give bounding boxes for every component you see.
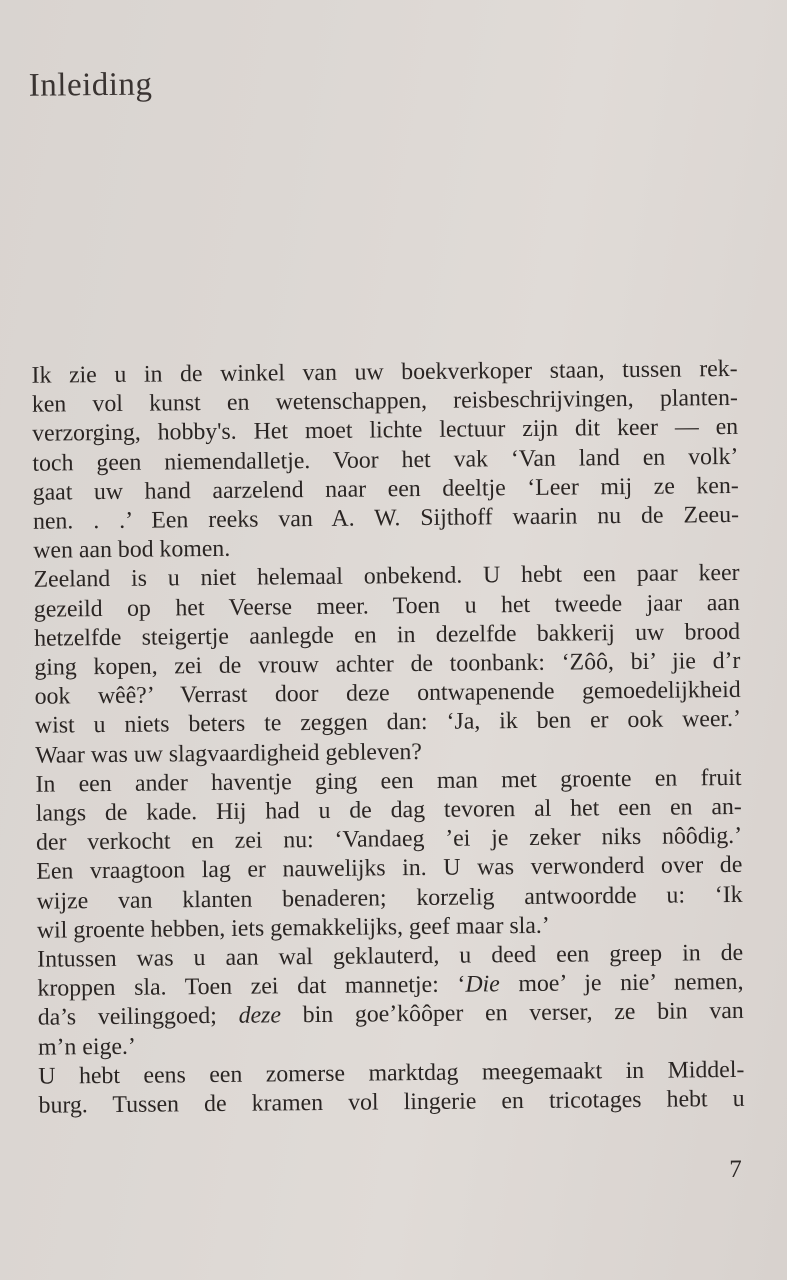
body-text bbox=[31, 355, 744, 1121]
italic-word: deze bbox=[238, 1002, 282, 1030]
text-line: ging kopen, zei de vrouw achter de toonbank: ‘Zôô, bi’ jie d’r bbox=[34, 647, 741, 681]
text-segment: da’s veilinggoed; bbox=[37, 1003, 239, 1032]
text-line: Ik zie u in de winkel van uw boekverkoper staan, tussen rek- bbox=[31, 355, 738, 389]
text-line: der verkocht en zei nu: ‘Vandaeg ’ei je zeker niks nôôdig.’ bbox=[35, 823, 743, 856]
text-line: Intussen was u aan wal geklauterd, u deed een greep in de bbox=[37, 939, 744, 973]
text-line: gezeild op het Veerse meer. Toen u het tweede jaar aan bbox=[33, 589, 740, 623]
text-line: wijze van klanten benaderen; korzelig antwoordde u: ‘Ik bbox=[36, 881, 743, 915]
text-line: U hebt eens een zomerse marktdag meegemaakt in Middel- bbox=[38, 1056, 745, 1090]
text-line: toch geen niemendalletje. Voor het vak ‘Van land en volk’ bbox=[32, 443, 739, 477]
text-line: Een vraagtoon lag er nauwelijks in. U was verwonderd over de bbox=[36, 852, 743, 886]
italic-word: Die bbox=[465, 971, 500, 998]
text-line: wist u niets beters te zeggen dan: ‘Ja, ik ben er ook weer.’ bbox=[34, 706, 742, 740]
page-number: 7 bbox=[729, 1155, 742, 1184]
text-line: ook wêê?’ Verrast door deze ontwapenende gemoedelijkheid bbox=[34, 677, 741, 710]
text-line: gaat uw hand aarzelend naar een deeltje ‘Leer mij ze ken- bbox=[32, 472, 739, 506]
text-line: In een ander haventje ging een man met groente en fruit bbox=[35, 764, 742, 798]
text-line: hetzelfde steigertje aanlegde en in dezelfde bakkerij uw brood bbox=[34, 618, 741, 652]
text-line: langs de kade. Hij had u de dag tevoren al het een en an- bbox=[35, 793, 742, 827]
chapter-title: Inleiding bbox=[28, 66, 153, 104]
text-line: ken vol kunst en wetenschappen, reisbeschrijvingen, planten- bbox=[31, 385, 738, 418]
text-line: Zeeland is u niet helemaal onbekend. U hebt een paar keer bbox=[33, 560, 740, 594]
text-line: Waar was uw slagvaardigheid gebleven? bbox=[35, 738, 422, 769]
text-line: nen. . .’ Een reeks van A. W. Sijthoff waarin nu de Zeeu- bbox=[32, 501, 740, 535]
text-line: wil groente hebben, iets gemakkelijks, geef maar sla.’ bbox=[36, 912, 550, 944]
text-line: m’n eige.’ bbox=[37, 1033, 136, 1061]
text-line: verzorging, hobby's. Het moet lichte lectuur zijn dit keer — en bbox=[32, 414, 739, 448]
text-segment: kroppen sla. Toen zei dat mannetje: ‘ bbox=[37, 971, 466, 1002]
text-segment: moe’ je nie’ nemen, bbox=[499, 969, 744, 998]
text-line: wen aan bod komen. bbox=[33, 536, 231, 564]
text-segment: bin goe’kôôper en verser, ze bin van bbox=[280, 998, 744, 1029]
text-line: burg. Tussen de kramen vol lingerie en tricotages hebt u bbox=[38, 1085, 745, 1119]
